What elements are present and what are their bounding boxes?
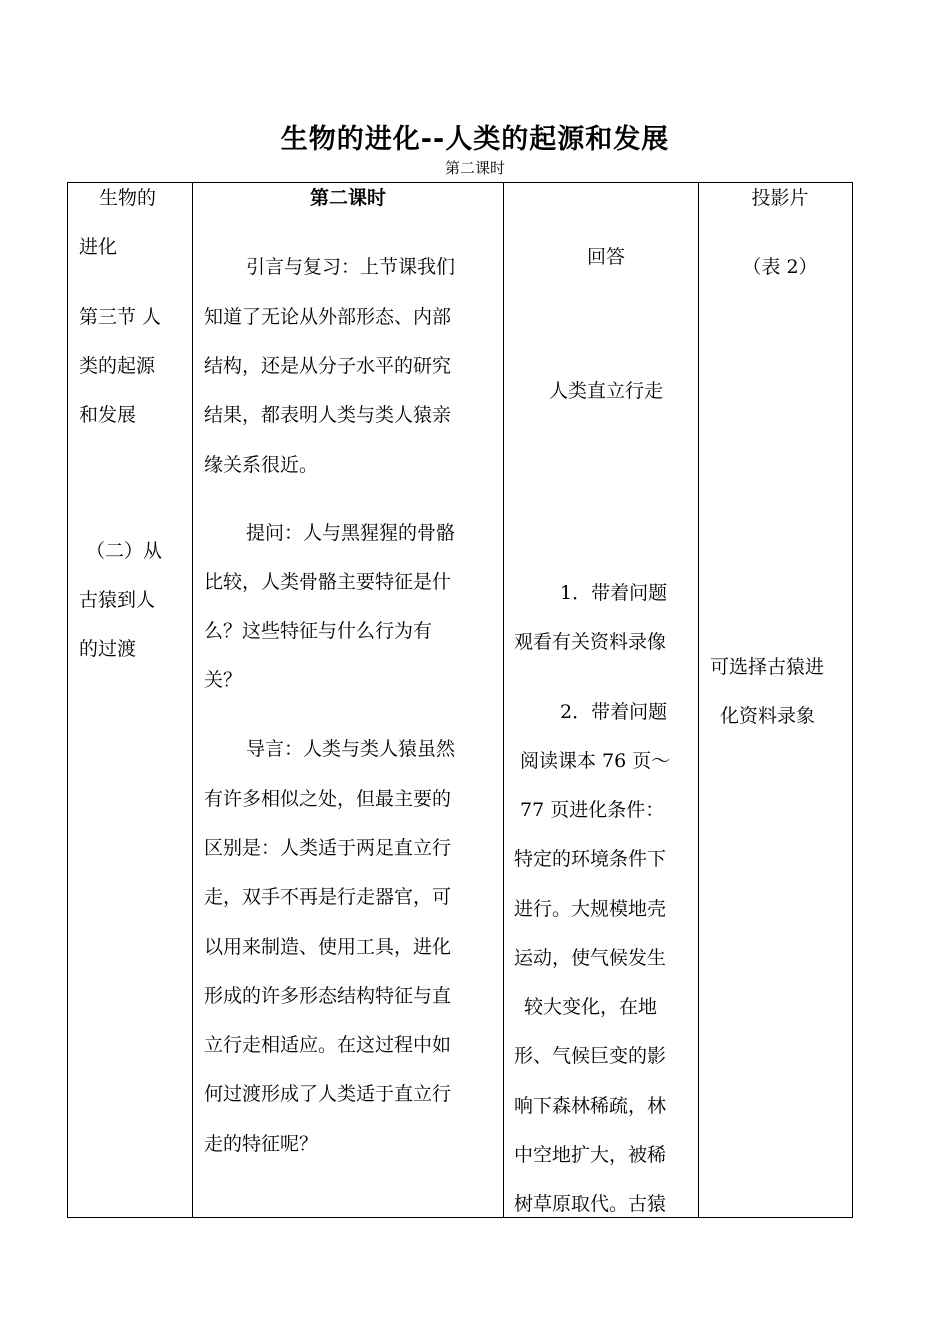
teacher-line: 区别是：人类适于两足直立行 xyxy=(204,837,452,859)
teacher-line: 关？ xyxy=(204,669,243,691)
column-divider xyxy=(698,183,699,1217)
teacher-line: 提问：人与黑猩猩的骨骼 xyxy=(246,522,456,544)
topic-line: 类的起源 xyxy=(79,355,156,377)
teacher-line: 缘关系很近。 xyxy=(204,454,319,476)
student-line: 阅读课本 76 页～ xyxy=(520,750,671,772)
student-line: 中空地扩大，被稀 xyxy=(514,1144,667,1166)
column-divider xyxy=(503,183,504,1217)
lesson-heading: 第二课时 xyxy=(309,187,386,209)
student-line: 树草原取代。古猿 xyxy=(514,1193,667,1215)
teacher-line: 以用来制造、使用工具，进化 xyxy=(204,936,452,958)
student-line: 2．带着问题 xyxy=(560,701,668,723)
document-subtitle: 第二课时 xyxy=(444,159,505,177)
teacher-line: 立行走相适应。在这过程中如 xyxy=(204,1034,452,1056)
student-line: 形、气候巨变的影 xyxy=(514,1045,667,1067)
teacher-line: 走的特征呢？ xyxy=(204,1133,319,1155)
student-line: 运动，使气候发生 xyxy=(514,947,667,969)
teacher-line: 形成的许多形态结构特征与直 xyxy=(204,985,452,1007)
media-line: （表 2） xyxy=(742,256,818,278)
student-line: 77 页进化条件： xyxy=(520,799,665,821)
teacher-line: 比较，人类骨骼主要特征是什 xyxy=(204,571,452,593)
topic-line: 的过渡 xyxy=(79,638,137,660)
student-line: 人类直立行走 xyxy=(548,380,663,402)
teacher-line: 有许多相似之处，但最主要的 xyxy=(204,788,452,810)
topic-line: 生物的 xyxy=(99,187,157,209)
student-line: 进行。大规模地壳 xyxy=(514,898,667,920)
teacher-line: 走，双手不再是行走器官，可 xyxy=(204,886,452,908)
media-line: 化资料录象 xyxy=(720,705,816,727)
student-line: 特定的环境条件下 xyxy=(514,848,667,870)
media-line: 可选择古猿进 xyxy=(710,656,825,678)
student-line: 观看有关资料录像 xyxy=(514,631,667,653)
teacher-line: 何过渡形成了人类适于直立行 xyxy=(204,1083,452,1105)
document-title: 生物的进化--人类的起源和发展 xyxy=(280,124,670,155)
teacher-line: 知道了无论从外部形态、内部 xyxy=(204,306,452,328)
topic-line: （二）从 xyxy=(86,540,163,562)
topic-line: 进化 xyxy=(79,236,118,258)
teacher-line: 么？这些特征与什么行为有 xyxy=(204,620,433,642)
teacher-line: 引言与复习：上节课我们 xyxy=(246,256,456,278)
topic-line: 第三节 人 xyxy=(79,306,162,328)
lesson-table xyxy=(67,182,853,1218)
student-line: 1．带着问题 xyxy=(560,582,668,604)
topic-line: 古猿到人 xyxy=(79,589,156,611)
topic-line: 和发展 xyxy=(79,404,137,426)
teacher-line: 结构，还是从分子水平的研究 xyxy=(204,355,452,377)
teacher-line: 导言：人类与类人猿虽然 xyxy=(246,738,456,760)
student-line: 响下森林稀疏，林 xyxy=(514,1095,667,1117)
teacher-line: 结果，都表明人类与类人猿亲 xyxy=(204,404,452,426)
media-line: 投影片 xyxy=(751,187,809,209)
column-divider xyxy=(192,183,193,1217)
student-line: 回答 xyxy=(586,246,625,268)
student-line: 较大变化，在地 xyxy=(524,996,658,1018)
